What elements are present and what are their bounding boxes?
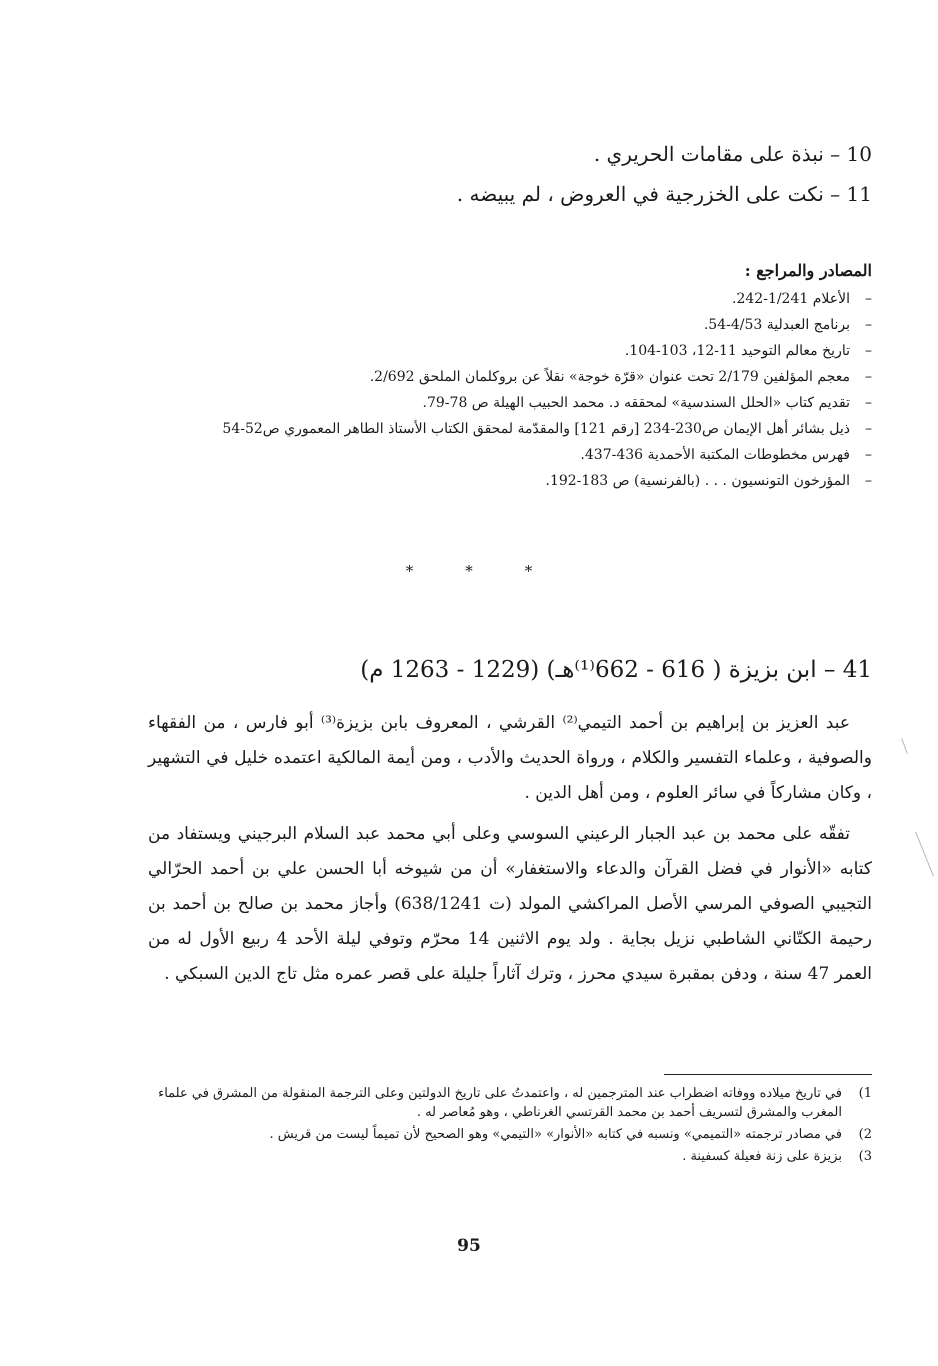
source-text: المؤرخون التونسيون . . . (بالفرنسية) ص 183-192.	[545, 473, 850, 489]
source-item	[92, 442, 872, 468]
asterisk-icon: *	[465, 562, 473, 580]
source-list	[92, 286, 872, 494]
page-number: 95	[457, 1236, 481, 1256]
section-separator	[0, 562, 938, 580]
numbered-list-continuation	[112, 134, 872, 214]
dash-icon: –	[865, 447, 872, 463]
dash-icon: –	[865, 291, 872, 307]
body-paragraph: تفقّه على محمد بن عبد الجبار الرعيني السوسي وعلى أبي محمد عبد السلام البرجيني ويستفاد من كتابه «الأنوار في فضل القرآن والدعاء والاستغفار» أن من شيوخه أبا الحسن علي بن أحمد الحرّالي التجيبي الصوفي المرسي الأصل المراكشي المولد (ت 638/1241) وأجاز محمد بن صالح بن أحمد بن رحيمة الكتّاني الشاطبي نزيل بجاية . ولد يوم الاثنين 14 محرّم وتوفي ليلة الأحد 4 ربيع الأول له من العمر 47 سنة ، ودفن بمقبرة سيدي محرز ، وترك آثاراً جليلة على قصر عمره مثل تاج الدين السبكي .	[148, 824, 872, 984]
source-text: ذيل بشائر أهل الإيمان ص230-234 [رقم 121] والمقدّمة لمحقق الكتاب الأستاذ الطاهر المعموري ص52-54	[222, 421, 850, 437]
source-text: الأعلام 1/241-242.	[732, 291, 850, 307]
asterisk-icon: *	[524, 562, 533, 580]
footnotes	[148, 1084, 872, 1169]
source-item	[92, 468, 872, 494]
sources-heading: المصادر والمراجع :	[744, 261, 872, 280]
dash-icon: –	[865, 317, 872, 333]
entry-body	[148, 706, 872, 998]
source-text: معجم المؤلفين 2/179 تحت عنوان «قرّة خوجة» نقلاً عن بروكلمان الملحق 2/692.	[369, 369, 850, 385]
footnote-text: في تاريخ ميلاده ووفاته اضطراب عند المترجمين له ، واعتمدتُ على تاريخ الدولتين وعلى الترجمة المنقولة من المشرق في علماء المغرب والمشرق لتسريف أحمد بن محمد القرتسي الغرناطي ، وهو مُعاصر له .	[158, 1086, 842, 1120]
scan-mark	[901, 738, 907, 753]
source-item	[92, 312, 872, 338]
source-text: برنامج العبدلية 4/53-54.	[703, 317, 850, 333]
footnote-number: 2)	[858, 1127, 872, 1142]
source-text: تقديم كتاب «الحلل السندسية» لمحققه د. محمد الحبيب الهيلة ص 78-79.	[422, 395, 850, 411]
dash-icon: –	[865, 343, 872, 359]
source-item	[92, 286, 872, 312]
dash-icon: –	[865, 369, 872, 385]
scan-mark	[915, 832, 934, 877]
sources-section	[92, 258, 872, 494]
footnote-number: 1)	[858, 1086, 872, 1101]
footnote-divider	[664, 1074, 872, 1075]
source-item	[92, 364, 872, 390]
dash-icon: –	[865, 473, 872, 489]
source-text: فهرس مخطوطات المكتبة الأحمدية 436-437.	[580, 447, 850, 463]
source-item	[92, 338, 872, 364]
list-item-11: 11 – نكت على الخزرجية في العروض ، لم يبيضه .	[456, 182, 872, 206]
footnote-2	[148, 1125, 872, 1144]
footnote-number: 3)	[858, 1149, 872, 1164]
footnote-text: بزيزة على زنة فعيلة كسفينة .	[682, 1149, 842, 1164]
source-item	[92, 390, 872, 416]
dash-icon: –	[865, 421, 872, 437]
entry-title: 41 – ابن بزيزة ( 616 - 662⁽¹⁾هـ) (1229 - 1263 م)	[360, 657, 872, 683]
source-text: تاريخ معالم التوحيد 11-12، 103-104.	[624, 343, 850, 359]
footnote-text: في مصادر ترجمته «التميمي» ونسبه في كتابه «الأنوار» «التيمي» وهو الصحيح لأن تميماً ليست من قريش .	[269, 1127, 842, 1142]
asterisk-icon: *	[405, 562, 414, 580]
footnote-3	[148, 1147, 872, 1166]
footnote-1	[148, 1084, 872, 1122]
dash-icon: –	[865, 395, 872, 411]
source-item	[92, 416, 872, 442]
body-paragraph: عبد العزيز بن إبراهيم بن أحمد التيمي⁽²⁾ القرشي ، المعروف بابن بزيزة⁽³⁾ أبو فارس ، من الفقهاء والصوفية ، وعلماء التفسير والكلام ، ورواة الحديث والأدب ، ومن أيمة المالكية اعتمده خليل في التشهير ، وكان مشاركاً في سائر العلوم ، ومن أهل الدين .	[148, 713, 872, 803]
list-item-10: 10 – نبذة على مقامات الحريري .	[593, 142, 872, 166]
